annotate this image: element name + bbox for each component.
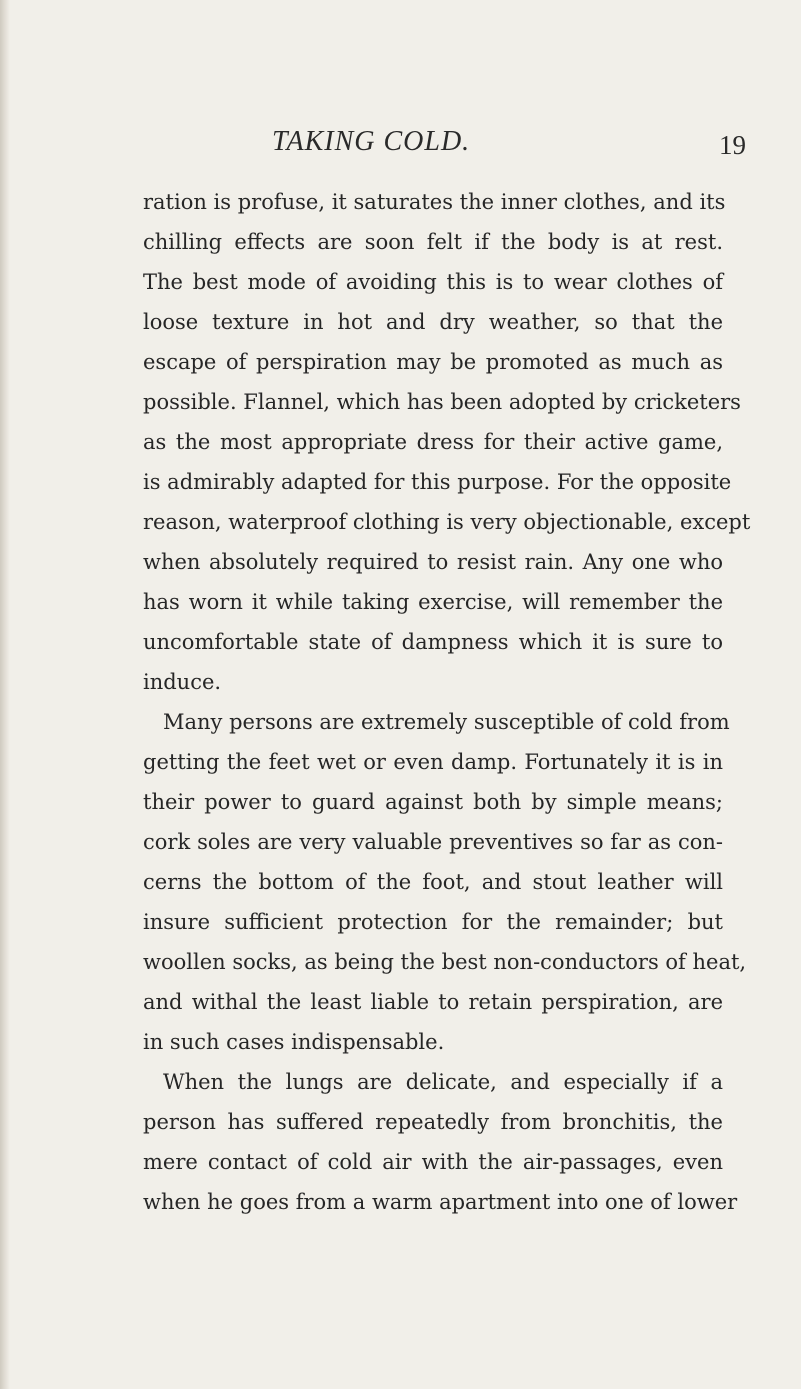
- text-line: in such cases indispensable.: [143, 1030, 445, 1054]
- body-text: [143, 182, 751, 1222]
- text-line: woollen socks, as being the best non-conductors of heat,: [143, 950, 747, 974]
- text-line: cerns the bottom of the foot, and stout leather will: [143, 870, 723, 894]
- text-line: reason, waterproof clothing is very objectionable, except: [143, 510, 751, 534]
- text-line: mere contact of cold air with the air-passages, even: [143, 1150, 723, 1174]
- paragraph: [143, 182, 751, 702]
- text-line: loose texture in hot and dry weather, so that the: [143, 310, 723, 334]
- text-line: insure sufficient protection for the remainder; but: [143, 910, 723, 934]
- paragraph: [143, 1062, 738, 1222]
- text-line: has worn it while taking exercise, will remember the: [143, 590, 723, 614]
- page-header: [0, 126, 801, 166]
- text-line: Many persons are extremely susceptible of cold from: [163, 710, 730, 734]
- page-gutter-shadow: [0, 0, 10, 1389]
- text-line: The best mode of avoiding this is to wear clothes of: [143, 270, 723, 294]
- text-line: is admirably adapted for this purpose. For the opposite: [143, 470, 732, 494]
- text-line: their power to guard against both by simple means;: [143, 790, 723, 814]
- text-line: cork soles are very valuable preventives so far as con-: [143, 830, 723, 854]
- text-line: and withal the least liable to retain perspiration, are: [143, 990, 723, 1014]
- text-line: possible. Flannel, which has been adopted by cricketers: [143, 390, 741, 414]
- text-line: induce.: [143, 670, 222, 694]
- running-head: TAKING COLD.: [272, 126, 471, 157]
- text-line: when absolutely required to resist rain. Any one who: [143, 550, 723, 574]
- text-line: uncomfortable state of dampness which it is sure to: [143, 630, 723, 654]
- text-line: as the most appropriate dress for their active game,: [143, 430, 723, 454]
- text-line: getting the feet wet or even damp. Fortunately it is in: [143, 750, 723, 774]
- text-line: person has suffered repeatedly from bronchitis, the: [143, 1110, 723, 1134]
- text-line: ration is profuse, it saturates the inner clothes, and its: [143, 190, 726, 214]
- text-line: When the lungs are delicate, and especially if a: [163, 1070, 723, 1094]
- page-number: 19: [719, 130, 746, 160]
- text-line: chilling effects are soon felt if the body is at rest.: [143, 230, 723, 254]
- text-line: when he goes from a warm apartment into one of lower: [143, 1190, 738, 1214]
- paragraph: [143, 702, 747, 1062]
- text-line: escape of perspiration may be promoted as much as: [143, 350, 723, 374]
